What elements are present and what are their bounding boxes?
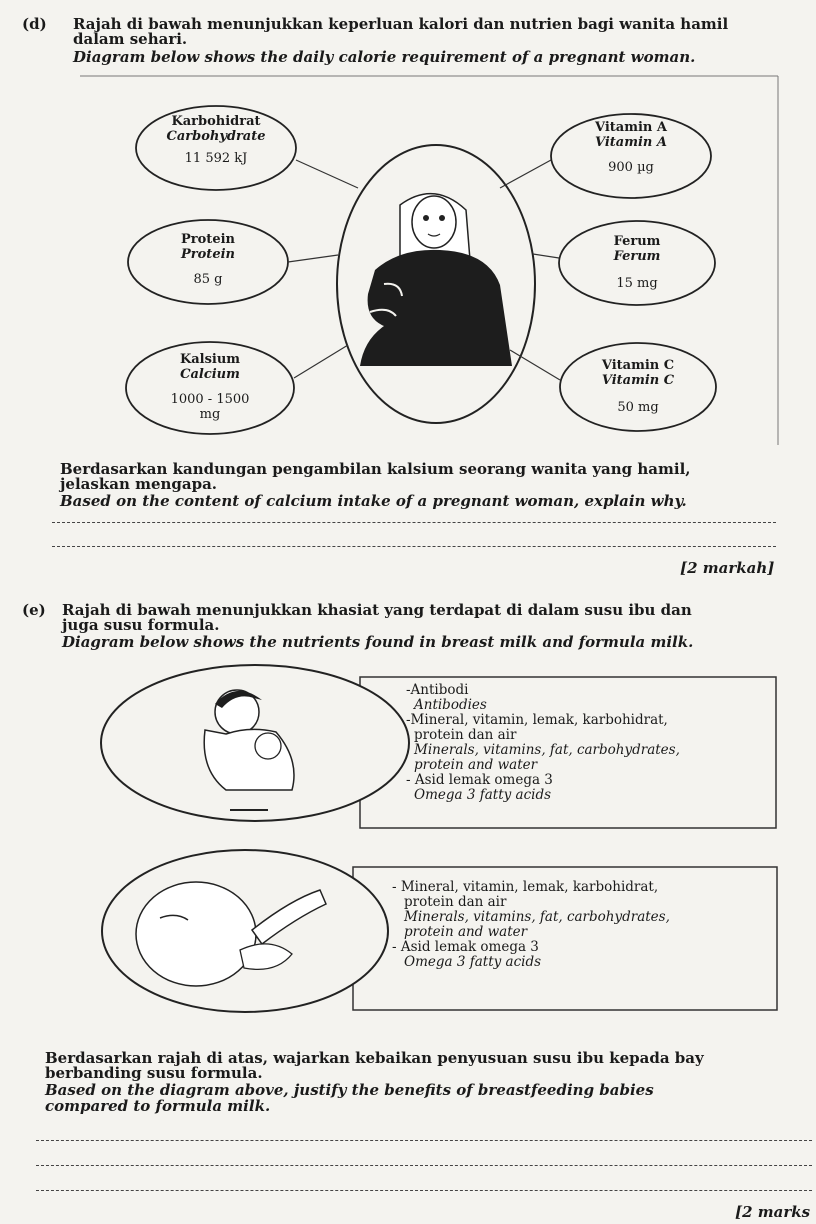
breast-milk-nutrients (406, 683, 680, 803)
breast-milk-item-minerals-malay-2: protein dan air (414, 727, 517, 743)
nutrient-ferum-english: Ferum (613, 249, 661, 264)
formula-milk-item-minerals-english: Minerals, vitamins, fat, carbohydrates, (404, 909, 670, 925)
question-d-malay-line1: Rajah di bawah menunjukkan keperluan kalori dan nutrien bagi wanita hamil (73, 15, 729, 33)
question-e-malay-line2: juga susu formula. (62, 616, 220, 634)
nutrient-carbohydrate-value: 11 592 kJ (184, 151, 248, 166)
question-d-prompt-english: Based on the content of calcium intake of a pregnant woman, explain why. (60, 492, 687, 510)
question-e-prompt-malay-line2: berbanding susu formula. (45, 1064, 263, 1082)
question-e-label: (e) (22, 601, 46, 619)
question-d-malay-line2: dalam sehari. (73, 30, 188, 48)
formula-milk-item-omega-malay: - Asid lemak omega 3 (392, 939, 539, 955)
nutrient-vitamin-a-english: Vitamin A (595, 135, 667, 150)
nutrient-calcium-english: Calcium (180, 367, 240, 382)
nutrient-protein-english: Protein (181, 247, 235, 262)
question-e-marks: [2 marks (735, 1203, 811, 1221)
formula-milk-item-minerals-malay: - Mineral, vitamin, lemak, karbohidrat, (392, 879, 659, 895)
question-d-marks: [2 markah] (680, 559, 775, 577)
breast-milk-item-antibodies-english: Antibodies (414, 697, 487, 713)
question-e-prompt-english-line2: compared to formula milk. (45, 1097, 271, 1115)
question-d-label: (d) (22, 15, 47, 33)
answer-line-e-2[interactable] (36, 1165, 812, 1166)
nutrient-calcium-malay: Kalsium (179, 352, 241, 367)
answer-line-e-1[interactable] (36, 1140, 812, 1141)
breast-milk-item-omega-malay: - Asid lemak omega 3 (406, 772, 553, 788)
formula-milk-item-minerals-english-2: protein and water (404, 924, 528, 940)
nutrient-protein-value: 85 g (193, 272, 223, 287)
nutrient-vitamin-c-english: Vitamin C (601, 373, 675, 388)
breast-milk-item-minerals-english: Minerals, vitamins, fat, carbohydrates, (414, 742, 680, 758)
nutrient-calcium-unit: mg (199, 407, 221, 422)
nutrient-ferum-malay: Ferum (613, 234, 661, 249)
formula-milk-item-omega-english: Omega 3 fatty acids (404, 954, 542, 970)
question-e-english: Diagram below shows the nutrients found in breast milk and formula milk. (62, 633, 694, 651)
question-e-prompt-english-line1: Based on the diagram above, justify the benefits of breastfeeding babies (45, 1081, 654, 1099)
formula-milk-nutrients (392, 880, 670, 970)
question-d-prompt-malay-line2: jelaskan mengapa. (60, 475, 218, 493)
question-e-malay-line1: Rajah di bawah menunjukkan khasiat yang terdapat di dalam susu ibu dan (62, 601, 692, 619)
breast-milk-item-minerals-english-2: protein and water (414, 757, 538, 773)
nutrient-carbohydrate-english: Carbohydrate (166, 129, 266, 144)
breast-milk-item-antibodies-malay: -Antibodi (406, 682, 469, 698)
breast-milk-item-omega-english: Omega 3 fatty acids (414, 787, 552, 803)
nutrient-ferum-value: 15 mg (616, 276, 658, 291)
formula-milk-item-minerals-malay-2: protein dan air (404, 894, 507, 910)
nutrient-vitamin-c-malay: Vitamin C (601, 358, 675, 373)
question-d-prompt-malay-line1: Berdasarkan kandungan pengambilan kalsium seorang wanita yang hamil, (60, 460, 691, 478)
nutrient-vitamin-a-malay: Vitamin A (595, 120, 667, 135)
nutrient-calcium-value: 1000 - 1500 (170, 392, 250, 407)
nutrient-carbohydrate-malay: Karbohidrat (171, 114, 261, 129)
question-e-prompt-malay-line1: Berdasarkan rajah di atas, wajarkan kebaikan penyusuan susu ibu kepada bay (45, 1049, 704, 1067)
question-d-english: Diagram below shows the daily calorie requirement of a pregnant woman. (73, 48, 696, 66)
nutrient-protein-malay: Protein (181, 232, 235, 247)
nutrient-vitamin-c-value: 50 mg (617, 400, 659, 415)
answer-line-e-3[interactable] (36, 1190, 812, 1191)
breast-milk-item-minerals-malay: -Mineral, vitamin, lemak, karbohidrat, (406, 712, 668, 728)
nutrient-vitamin-a-value: 900 µg (608, 160, 654, 175)
